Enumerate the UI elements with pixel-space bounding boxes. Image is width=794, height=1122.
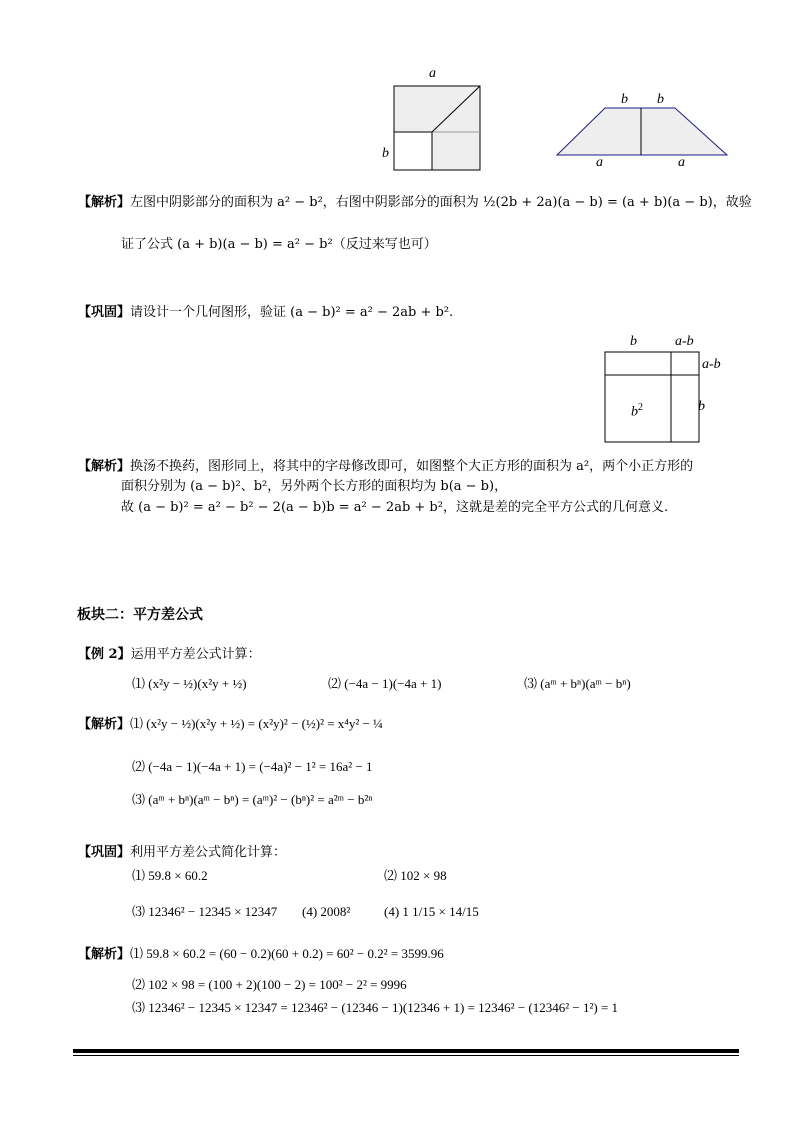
example-tag: 【例 2】 xyxy=(78,647,131,662)
sq2-label-b-top: b xyxy=(630,334,637,349)
consolidate-text: 请设计一个几何图形，验证 (a − b)² = a² − 2ab + b². xyxy=(130,305,454,320)
consolidate2-analysis xyxy=(78,946,444,963)
consolidate-tag: 【巩固】 xyxy=(78,305,131,320)
consolidate2-analysis-tag: 【解析】 xyxy=(78,947,131,962)
consolidate-2 xyxy=(78,845,286,861)
analysis-block-1 xyxy=(78,195,752,211)
square-label-a: a xyxy=(429,66,436,81)
sq2-label-b-right: b xyxy=(698,399,705,414)
analysis2-line-2: 面积分别为 (a − b)²、b²，另外两个长方形的面积均为 b(a − b)， xyxy=(121,479,508,494)
consolidate2-solution-2: ⑵ 102 × 98 = (100 + 2)(100 − 2) = 100² − 2² = 9996 xyxy=(132,977,407,992)
square-label-b: b xyxy=(382,146,389,161)
consolidate2-solution-3: ⑶ 12346² − 12345 × 12347 = 12346² − (12346 − 1)(12346 + 1) = 12346² − (12346² − 1²) = 1 xyxy=(132,1000,619,1015)
example-problem-2: ⑵ (−4a − 1)(−4a + 1) xyxy=(328,676,442,691)
analysis2-line-1: 换汤不换药，图形同上，将其中的字母修改即可，如图整个大正方形的面积为 a²，两个小正方形的 xyxy=(130,459,694,474)
sq2-label-b-squared: $b^2$ xyxy=(631,402,643,420)
sq2-label-amb-top: a-b xyxy=(675,334,694,349)
section-title: 板块二：平方差公式 xyxy=(77,607,203,623)
consolidate2-solution-1: ⑴ 59.8 × 60.2 = (60 − 0.2)(60 + 0.2) = 60² − 0.2² = 3599.96 xyxy=(130,946,444,961)
trapezoid-figure xyxy=(555,100,730,160)
trapezoid-label-a1: a xyxy=(596,155,603,170)
consolidate2-problem-3: ⑶ 12346² − 12345 × 12347 xyxy=(132,904,278,919)
example-2 xyxy=(78,647,261,663)
example-solution-1: ⑴ (x²y − ½)(x²y + ½) = (x²y)² − (½)² = x⁴y² − ¼ xyxy=(130,716,383,731)
analysis-tag: 【解析】 xyxy=(78,195,131,210)
trapezoid-label-a2: a xyxy=(678,155,685,170)
consolidate2-tag: 【巩固】 xyxy=(78,845,131,860)
consolidate2-problem-4: (4) 2008² xyxy=(302,904,351,919)
example-text: 运用平方差公式计算： xyxy=(130,647,261,662)
analysis-tag-2: 【解析】 xyxy=(78,459,131,474)
example-solution-2: ⑵ (−4a − 1)(−4a + 1) = (−4a)² − 1² = 16a² − 1 xyxy=(132,759,373,774)
square-figure xyxy=(380,68,480,178)
example-analysis-tag: 【解析】 xyxy=(78,717,131,732)
trapezoid-label-b1: b xyxy=(621,92,628,107)
analysis-line-1: 左图中阴影部分的面积为 a² − b²，右图中阴影部分的面积为 ½(2b + 2a)(a − b) = (a + b)(a − b)，故验 xyxy=(130,195,752,210)
analysis-line-2: 证了公式 (a + b)(a − b) = a² − b²（反过来写也可） xyxy=(121,237,437,252)
consolidate2-problem-5: (4) 1 1/15 × 14/15 xyxy=(384,904,479,919)
square-figure-2 xyxy=(603,350,703,450)
consolidate2-problem-1: ⑴ 59.8 × 60.2 xyxy=(132,868,208,883)
footer-rule-thin xyxy=(73,1055,739,1056)
analysis2-line-3: 故 (a − b)² = a² − b² − 2(a − b)b = a² − 2ab + b²，这就是差的完全平方公式的几何意义. xyxy=(121,500,669,515)
example-problem-1: ⑴ (x²y − ½)(x²y + ½) xyxy=(132,676,247,691)
example-analysis xyxy=(78,716,383,733)
example-solution-3: ⑶ (aᵐ + bⁿ)(aᵐ − bⁿ) = (aᵐ)² − (bⁿ)² = a²ᵐ − b²ⁿ xyxy=(132,792,373,807)
trapezoid-label-b2: b xyxy=(657,92,664,107)
example-problem-3: ⑶ (aᵐ + bⁿ)(aᵐ − bⁿ) xyxy=(524,676,631,691)
analysis-block-2 xyxy=(78,459,693,475)
consolidate2-text: 利用平方差公式简化计算： xyxy=(130,845,287,860)
consolidate2-problem-2: ⑵ 102 × 98 xyxy=(384,868,447,883)
consolidate-block-1 xyxy=(78,305,453,321)
sq2-label-amb-right: a-b xyxy=(702,357,721,372)
footer-rule-thick xyxy=(73,1049,739,1053)
